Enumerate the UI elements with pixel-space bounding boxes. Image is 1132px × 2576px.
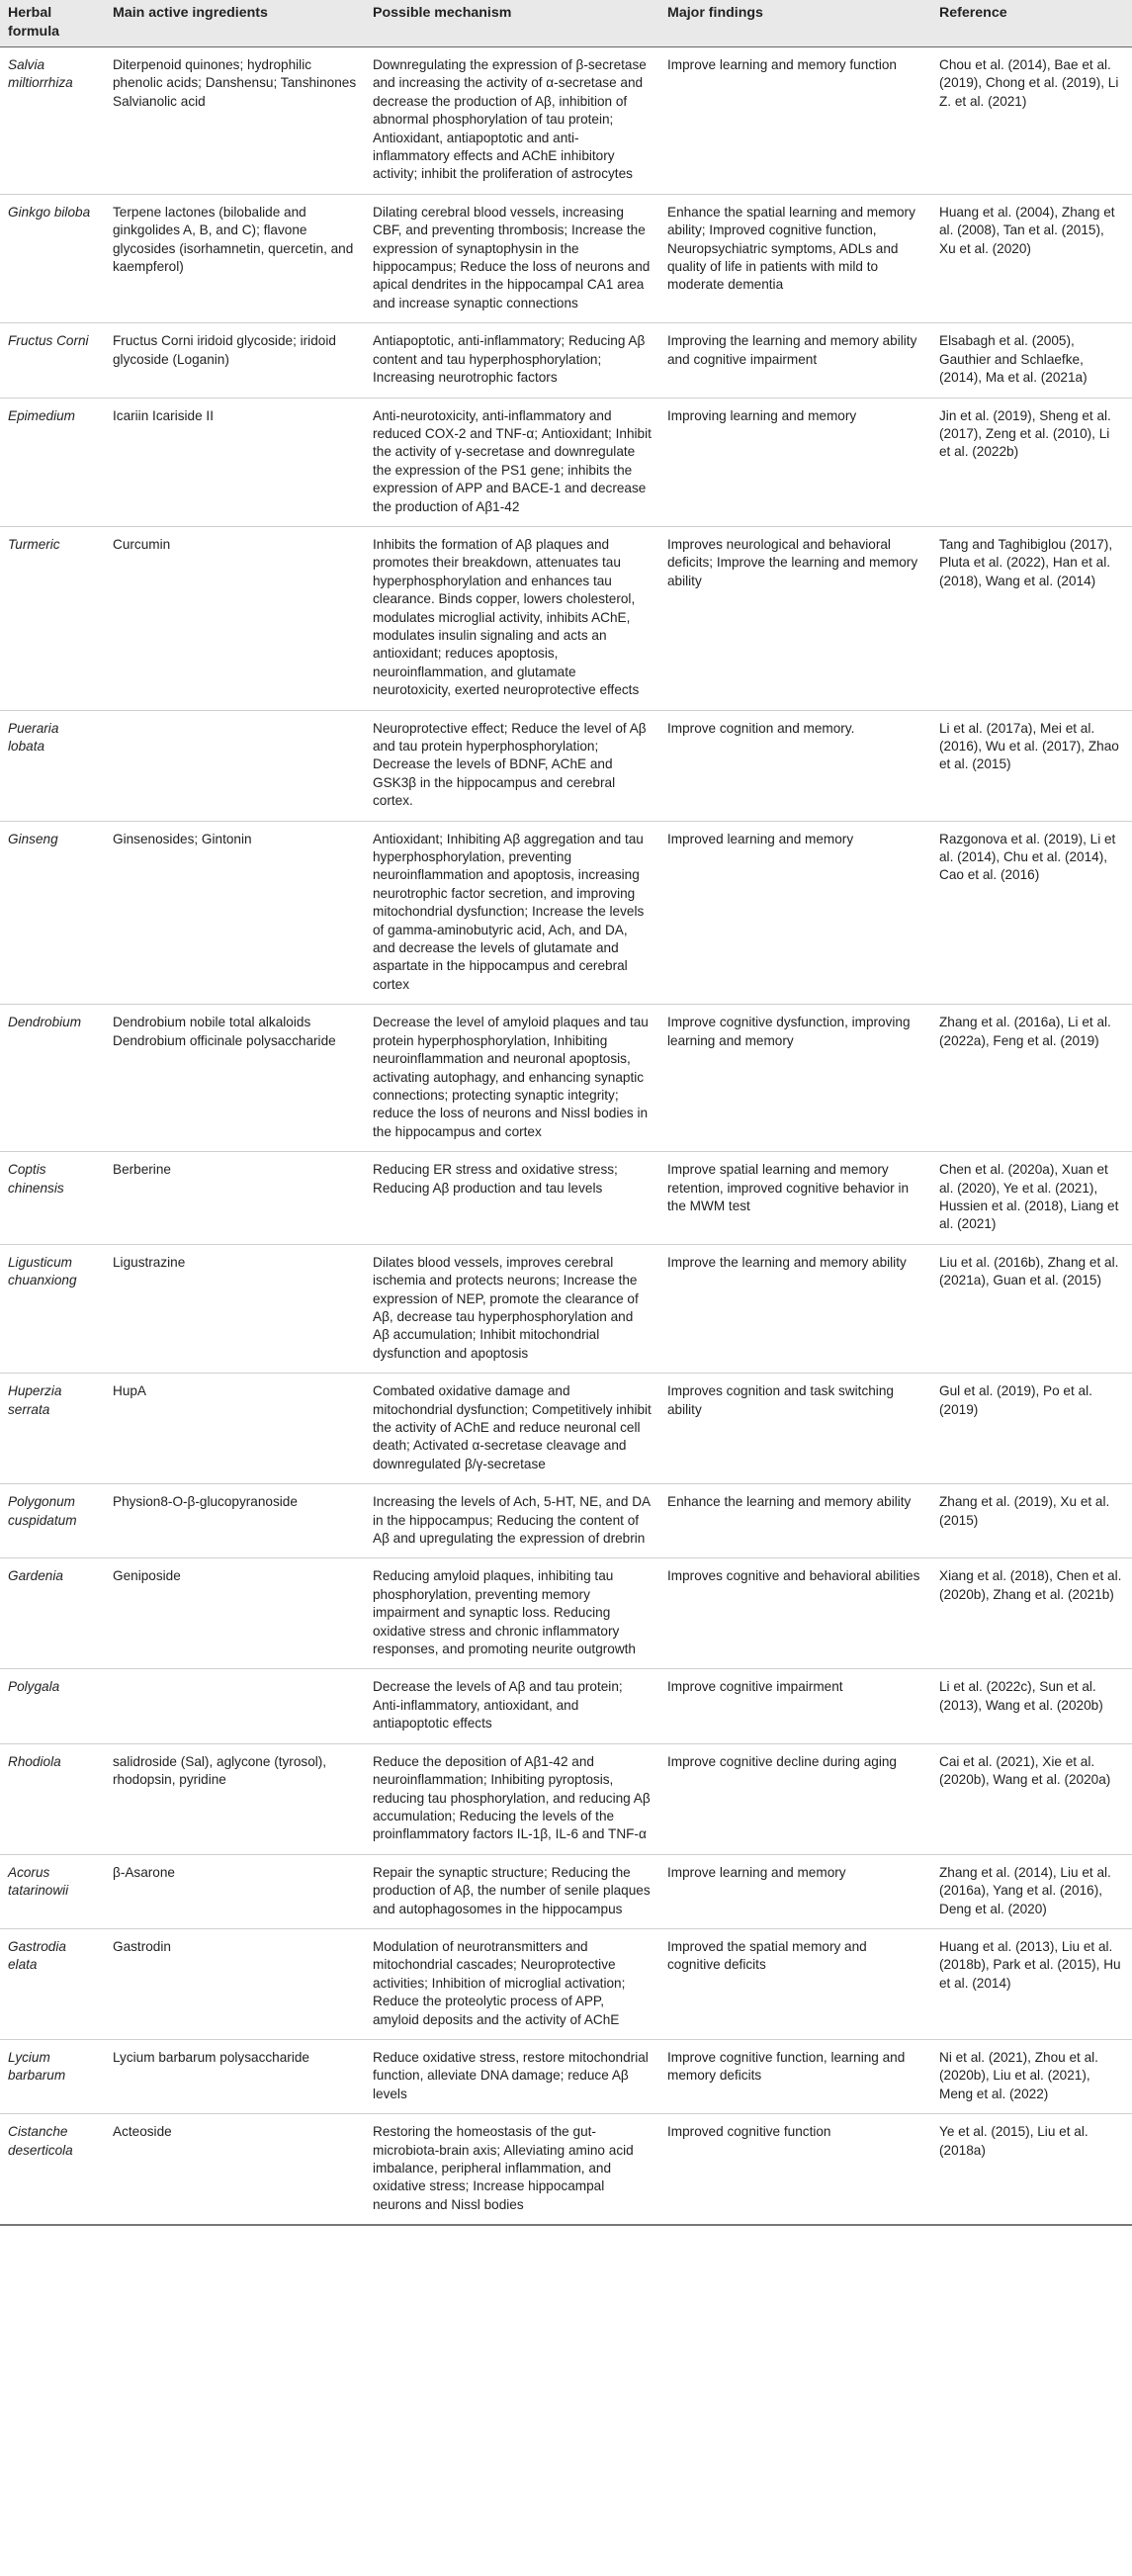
mechanism-cell: Dilates blood vessels, improves cerebral ischemia and protects neurons; Increase the expression of NEP, promote the clearance of Aβ, decrease tau hyperphosphorylation and Aβ accumulation; Inhibit mitochondrial dysfunction and apoptosis	[365, 1244, 659, 1373]
ingredients-cell: Acteoside	[105, 2114, 365, 2226]
table-row	[0, 47, 1132, 195]
table-row	[0, 194, 1132, 322]
ingredients-cell: Physion8-O-β-glucopyranoside	[105, 1484, 365, 1558]
mechanism-cell: Inhibits the formation of Aβ plaques and promotes their breakdown, attenuates tau hyperphosphorylation and enhances tau clearance. Binds copper, lowers cholesterol, modulates microglial activity, inhibits AChE, modulates insulin signaling and acts an antioxidant; reduces apoptosis, neuroinflammation, and glutamate neurotoxicity, exerted neuroprotective effects	[365, 526, 659, 710]
reference-cell: Razgonova et al. (2019), Li et al. (2014), Chu et al. (2014), Cao et al. (2016)	[931, 821, 1132, 1005]
mechanism-cell: Reducing amyloid plaques, inhibiting tau phosphorylation, preventing memory impairment and synaptic loss. Reducing oxidative stress and chronic inflammatory responses, and promoting neurite outgrowth	[365, 1558, 659, 1669]
mechanism-cell: Anti-neurotoxicity, anti-inflammatory and reduced COX-2 and TNF-α; Antioxidant; Inhibit the activity of γ-secretase and downregulate the expression of the PS1 gene; inhibits the expression of APP and BACE-1 and decrease the production of Aβ1-42	[365, 398, 659, 526]
findings-cell: Improve cognitive impairment	[659, 1669, 931, 1743]
herbal-formula-cell: Lycium barbarum	[0, 2039, 105, 2113]
table-row	[0, 1854, 1132, 1928]
reference-cell: Huang et al. (2013), Liu et al. (2018b), Park et al. (2015), Hu et al. (2014)	[931, 1928, 1132, 2039]
table-row	[0, 1558, 1132, 1669]
reference-cell: Tang and Taghibiglou (2017), Pluta et al. (2022), Han et al. (2018), Wang et al. (2014)	[931, 526, 1132, 710]
ingredients-cell: Geniposide	[105, 1558, 365, 1669]
findings-cell: Improve cognition and memory.	[659, 710, 931, 821]
table-row	[0, 1928, 1132, 2039]
header-main-active-ingredients: Main active ingredients	[105, 0, 365, 47]
findings-cell: Improve the learning and memory ability	[659, 1244, 931, 1373]
findings-cell: Improved cognitive function	[659, 2114, 931, 2226]
mechanism-cell: Downregulating the expression of β-secretase and increasing the activity of α-secretase and decrease the production of Aβ, inhibition of abnormal phosphorylation of tau protein; Antioxidant, antiapoptotic and anti-inflammatory effects and AChE inhibitory activity; inhibit the proliferation of astrocytes	[365, 47, 659, 195]
header-possible-mechanism: Possible mechanism	[365, 0, 659, 47]
reference-cell: Liu et al. (2016b), Zhang et al. (2021a), Guan et al. (2015)	[931, 1244, 1132, 1373]
table-row	[0, 2039, 1132, 2113]
ingredients-cell: Lycium barbarum polysaccharide	[105, 2039, 365, 2113]
findings-cell: Improve cognitive function, learning and memory deficits	[659, 2039, 931, 2113]
mechanism-cell: Reducing ER stress and oxidative stress; Reducing Aβ production and tau levels	[365, 1152, 659, 1245]
reference-cell: Chou et al. (2014), Bae et al. (2019), Chong et al. (2019), Li Z. et al. (2021)	[931, 47, 1132, 195]
reference-cell: Ye et al. (2015), Liu et al. (2018a)	[931, 2114, 1132, 2226]
ingredients-cell: Ligustrazine	[105, 1244, 365, 1373]
reference-cell: Gul et al. (2019), Po et al. (2019)	[931, 1374, 1132, 1484]
table-row	[0, 526, 1132, 710]
table-row	[0, 1374, 1132, 1484]
reference-cell: Ni et al. (2021), Zhou et al. (2020b), Liu et al. (2021), Meng et al. (2022)	[931, 2039, 1132, 2113]
table-row	[0, 323, 1132, 398]
header-herbal-formula: Herbal formula	[0, 0, 105, 47]
herbal-formula-cell: Fructus Corni	[0, 323, 105, 398]
mechanism-cell: Neuroprotective effect; Reduce the level of Aβ and tau protein hyperphosphorylation; Decrease the levels of BDNF, AChE and GSK3β in the hippocampus and cerebral cortex.	[365, 710, 659, 821]
ingredients-cell: Terpene lactones (bilobalide and ginkgolides A, B, and C); flavone glycosides (isorhamnetin, quercetin, and kaempferol)	[105, 194, 365, 322]
table-row	[0, 710, 1132, 821]
mechanism-cell: Repair the synaptic structure; Reducing the production of Aβ, the number of senile plaques and autophagosomes in the hippocampus	[365, 1854, 659, 1928]
ingredients-cell	[105, 710, 365, 821]
mechanism-cell: Modulation of neurotransmitters and mitochondrial cascades; Neuroprotective activities; Inhibition of microglial activation; Reduce the proteolytic process of APP, amyloid deposits and the activity of AChE	[365, 1928, 659, 2039]
herbal-formula-cell: Dendrobium	[0, 1005, 105, 1152]
findings-cell: Improves cognition and task switching ability	[659, 1374, 931, 1484]
herbal-formula-cell: Cistanche deserticola	[0, 2114, 105, 2226]
mechanism-cell: Decrease the level of amyloid plaques and tau protein hyperphosphorylation, Inhibiting neuroinflammation and neuronal apoptosis, activating autophagy, and enhancing synaptic connections; protecting synaptic integrity; reduce the loss of neurons and Nissl bodies in the hippocampus and cortex	[365, 1005, 659, 1152]
reference-cell: Li et al. (2017a), Mei et al. (2016), Wu et al. (2017), Zhao et al. (2015)	[931, 710, 1132, 821]
ingredients-cell: HupA	[105, 1374, 365, 1484]
herbal-formula-cell: Rhodiola	[0, 1743, 105, 1854]
reference-cell: Elsabagh et al. (2005), Gauthier and Schlaefke, (2014), Ma et al. (2021a)	[931, 323, 1132, 398]
herbal-formula-cell: Ginkgo biloba	[0, 194, 105, 322]
mechanism-cell: Antiapoptotic, anti-inflammatory; Reducing Aβ content and tau hyperphosphorylation; Increasing neurotrophic factors	[365, 323, 659, 398]
ingredients-cell: β-Asarone	[105, 1854, 365, 1928]
table-row	[0, 821, 1132, 1005]
reference-cell: Zhang et al. (2019), Xu et al. (2015)	[931, 1484, 1132, 1558]
table-row	[0, 1743, 1132, 1854]
findings-cell: Improving learning and memory	[659, 398, 931, 526]
findings-cell: Improved learning and memory	[659, 821, 931, 1005]
findings-cell: Improve spatial learning and memory retention, improved cognitive behavior in the MWM test	[659, 1152, 931, 1245]
reference-cell: Zhang et al. (2014), Liu et al. (2016a), Yang et al. (2016), Deng et al. (2020)	[931, 1854, 1132, 1928]
header-major-findings: Major findings	[659, 0, 931, 47]
ingredients-cell: Ginsenosides; Gintonin	[105, 821, 365, 1005]
findings-cell: Enhance the spatial learning and memory ability; Improved cognitive function, Neuropsychiatric symptoms, ADLs and quality of life in patients with mild to moderate dementia	[659, 194, 931, 322]
herbal-formula-cell: Turmeric	[0, 526, 105, 710]
ingredients-cell: Fructus Corni iridoid glycoside; iridoid glycoside (Loganin)	[105, 323, 365, 398]
mechanism-cell: Combated oxidative damage and mitochondrial dysfunction; Competitively inhibit the activity of AChE and reduce neuronal cell death; Activated α-secretase cleavage and downregulated β/γ-secretase	[365, 1374, 659, 1484]
table-row	[0, 1152, 1132, 1245]
header-reference: Reference	[931, 0, 1132, 47]
ingredients-cell: Berberine	[105, 1152, 365, 1245]
ingredients-cell: Icariin Icariside II	[105, 398, 365, 526]
findings-cell: Improves neurological and behavioral deficits; Improve the learning and memory ability	[659, 526, 931, 710]
findings-cell: Enhance the learning and memory ability	[659, 1484, 931, 1558]
table-row	[0, 398, 1132, 526]
ingredients-cell: Diterpenoid quinones; hydrophilic phenolic acids; Danshensu; Tanshinones Salvianolic acid	[105, 47, 365, 195]
reference-cell: Cai et al. (2021), Xie et al. (2020b), Wang et al. (2020a)	[931, 1743, 1132, 1854]
herbal-formula-cell: Acorus tatarinowii	[0, 1854, 105, 1928]
table-body	[0, 47, 1132, 2226]
reference-cell: Li et al. (2022c), Sun et al. (2013), Wang et al. (2020b)	[931, 1669, 1132, 1743]
mechanism-cell: Increasing the levels of Ach, 5-HT, NE, and DA in the hippocampus; Reducing the content of Aβ and upregulating the expression of drebrin	[365, 1484, 659, 1558]
ingredients-cell: Curcumin	[105, 526, 365, 710]
findings-cell: Improve cognitive dysfunction, improving learning and memory	[659, 1005, 931, 1152]
findings-cell: Improve learning and memory	[659, 1854, 931, 1928]
mechanism-cell: Reduce the deposition of Aβ1-42 and neuroinflammation; Inhibiting pyroptosis, reducing tau phosphorylation, and reducing Aβ accumulation; Reducing the levels of the proinflammatory factors IL-1β, IL-6 and TNF-α	[365, 1743, 659, 1854]
herbal-formula-cell: Polygala	[0, 1669, 105, 1743]
herbal-formula-cell: Ligusticum chuanxiong	[0, 1244, 105, 1373]
ingredients-cell: salidroside (Sal), aglycone (tyrosol), rhodopsin, pyridine	[105, 1743, 365, 1854]
herbal-formula-cell: Gastrodia elata	[0, 1928, 105, 2039]
table-row	[0, 1244, 1132, 1373]
herbal-formula-cell: Epimedium	[0, 398, 105, 526]
findings-cell: Improves cognitive and behavioral abilities	[659, 1558, 931, 1669]
mechanism-cell: Decrease the levels of Aβ and tau protein; Anti-inflammatory, antioxidant, and antiapoptotic effects	[365, 1669, 659, 1743]
reference-cell: Xiang et al. (2018), Chen et al. (2020b), Zhang et al. (2021b)	[931, 1558, 1132, 1669]
findings-cell: Improving the learning and memory ability and cognitive impairment	[659, 323, 931, 398]
herbal-formula-cell: Salvia miltiorrhiza	[0, 47, 105, 195]
herbal-formula-cell: Coptis chinensis	[0, 1152, 105, 1245]
header-row	[0, 0, 1132, 47]
findings-cell: Improve learning and memory function	[659, 47, 931, 195]
reference-cell: Zhang et al. (2016a), Li et al. (2022a), Feng et al. (2019)	[931, 1005, 1132, 1152]
reference-cell: Huang et al. (2004), Zhang et al. (2008), Tan et al. (2015), Xu et al. (2020)	[931, 194, 1132, 322]
ingredients-cell	[105, 1669, 365, 1743]
ingredients-cell: Dendrobium nobile total alkaloids Dendrobium officinale polysaccharide	[105, 1005, 365, 1152]
table-row	[0, 2114, 1132, 2226]
findings-cell: Improve cognitive decline during aging	[659, 1743, 931, 1854]
reference-cell: Jin et al. (2019), Sheng et al. (2017), Zeng et al. (2010), Li et al. (2022b)	[931, 398, 1132, 526]
mechanism-cell: Antioxidant; Inhibiting Aβ aggregation and tau hyperphosphorylation, preventing neuroinflammation and apoptosis, increasing neurotrophic factor secretion, and improving mitochondrial dysfunction; Increase the levels of gamma-aminobutyric acid, Ach, and DA, and decrease the levels of glutamate and aspartate in the hippocampus and cerebral cortex	[365, 821, 659, 1005]
table-row	[0, 1005, 1132, 1152]
table-row	[0, 1484, 1132, 1558]
findings-cell: Improved the spatial memory and cognitive deficits	[659, 1928, 931, 2039]
mechanism-cell: Reduce oxidative stress, restore mitochondrial function, alleviate DNA damage; reduce Aβ levels	[365, 2039, 659, 2113]
herbal-formula-cell: Huperzia serrata	[0, 1374, 105, 1484]
table-row	[0, 1669, 1132, 1743]
table-header	[0, 0, 1132, 47]
herbal-formula-cell: Pueraria lobata	[0, 710, 105, 821]
mechanism-cell: Restoring the homeostasis of the gut-microbiota-brain axis; Alleviating amino acid imbalance, peripheral inflammation, and oxidative stress; Increase hippocampal neurons and Nissl bodies	[365, 2114, 659, 2226]
herbal-formula-cell: Polygonum cuspidatum	[0, 1484, 105, 1558]
ingredients-cell: Gastrodin	[105, 1928, 365, 2039]
herbal-formula-cell: Ginseng	[0, 821, 105, 1005]
reference-cell: Chen et al. (2020a), Xuan et al. (2020), Ye et al. (2021), Hussien et al. (2018), Liang et al. (2021)	[931, 1152, 1132, 1245]
mechanism-cell: Dilating cerebral blood vessels, increasing CBF, and preventing thrombosis; Increase the expression of synaptophysin in the hippocampus; Reduce the loss of neurons and apical dendrites in the hippocampal CA1 area and increase synaptic connections	[365, 194, 659, 322]
herbal-formula-cell: Gardenia	[0, 1558, 105, 1669]
